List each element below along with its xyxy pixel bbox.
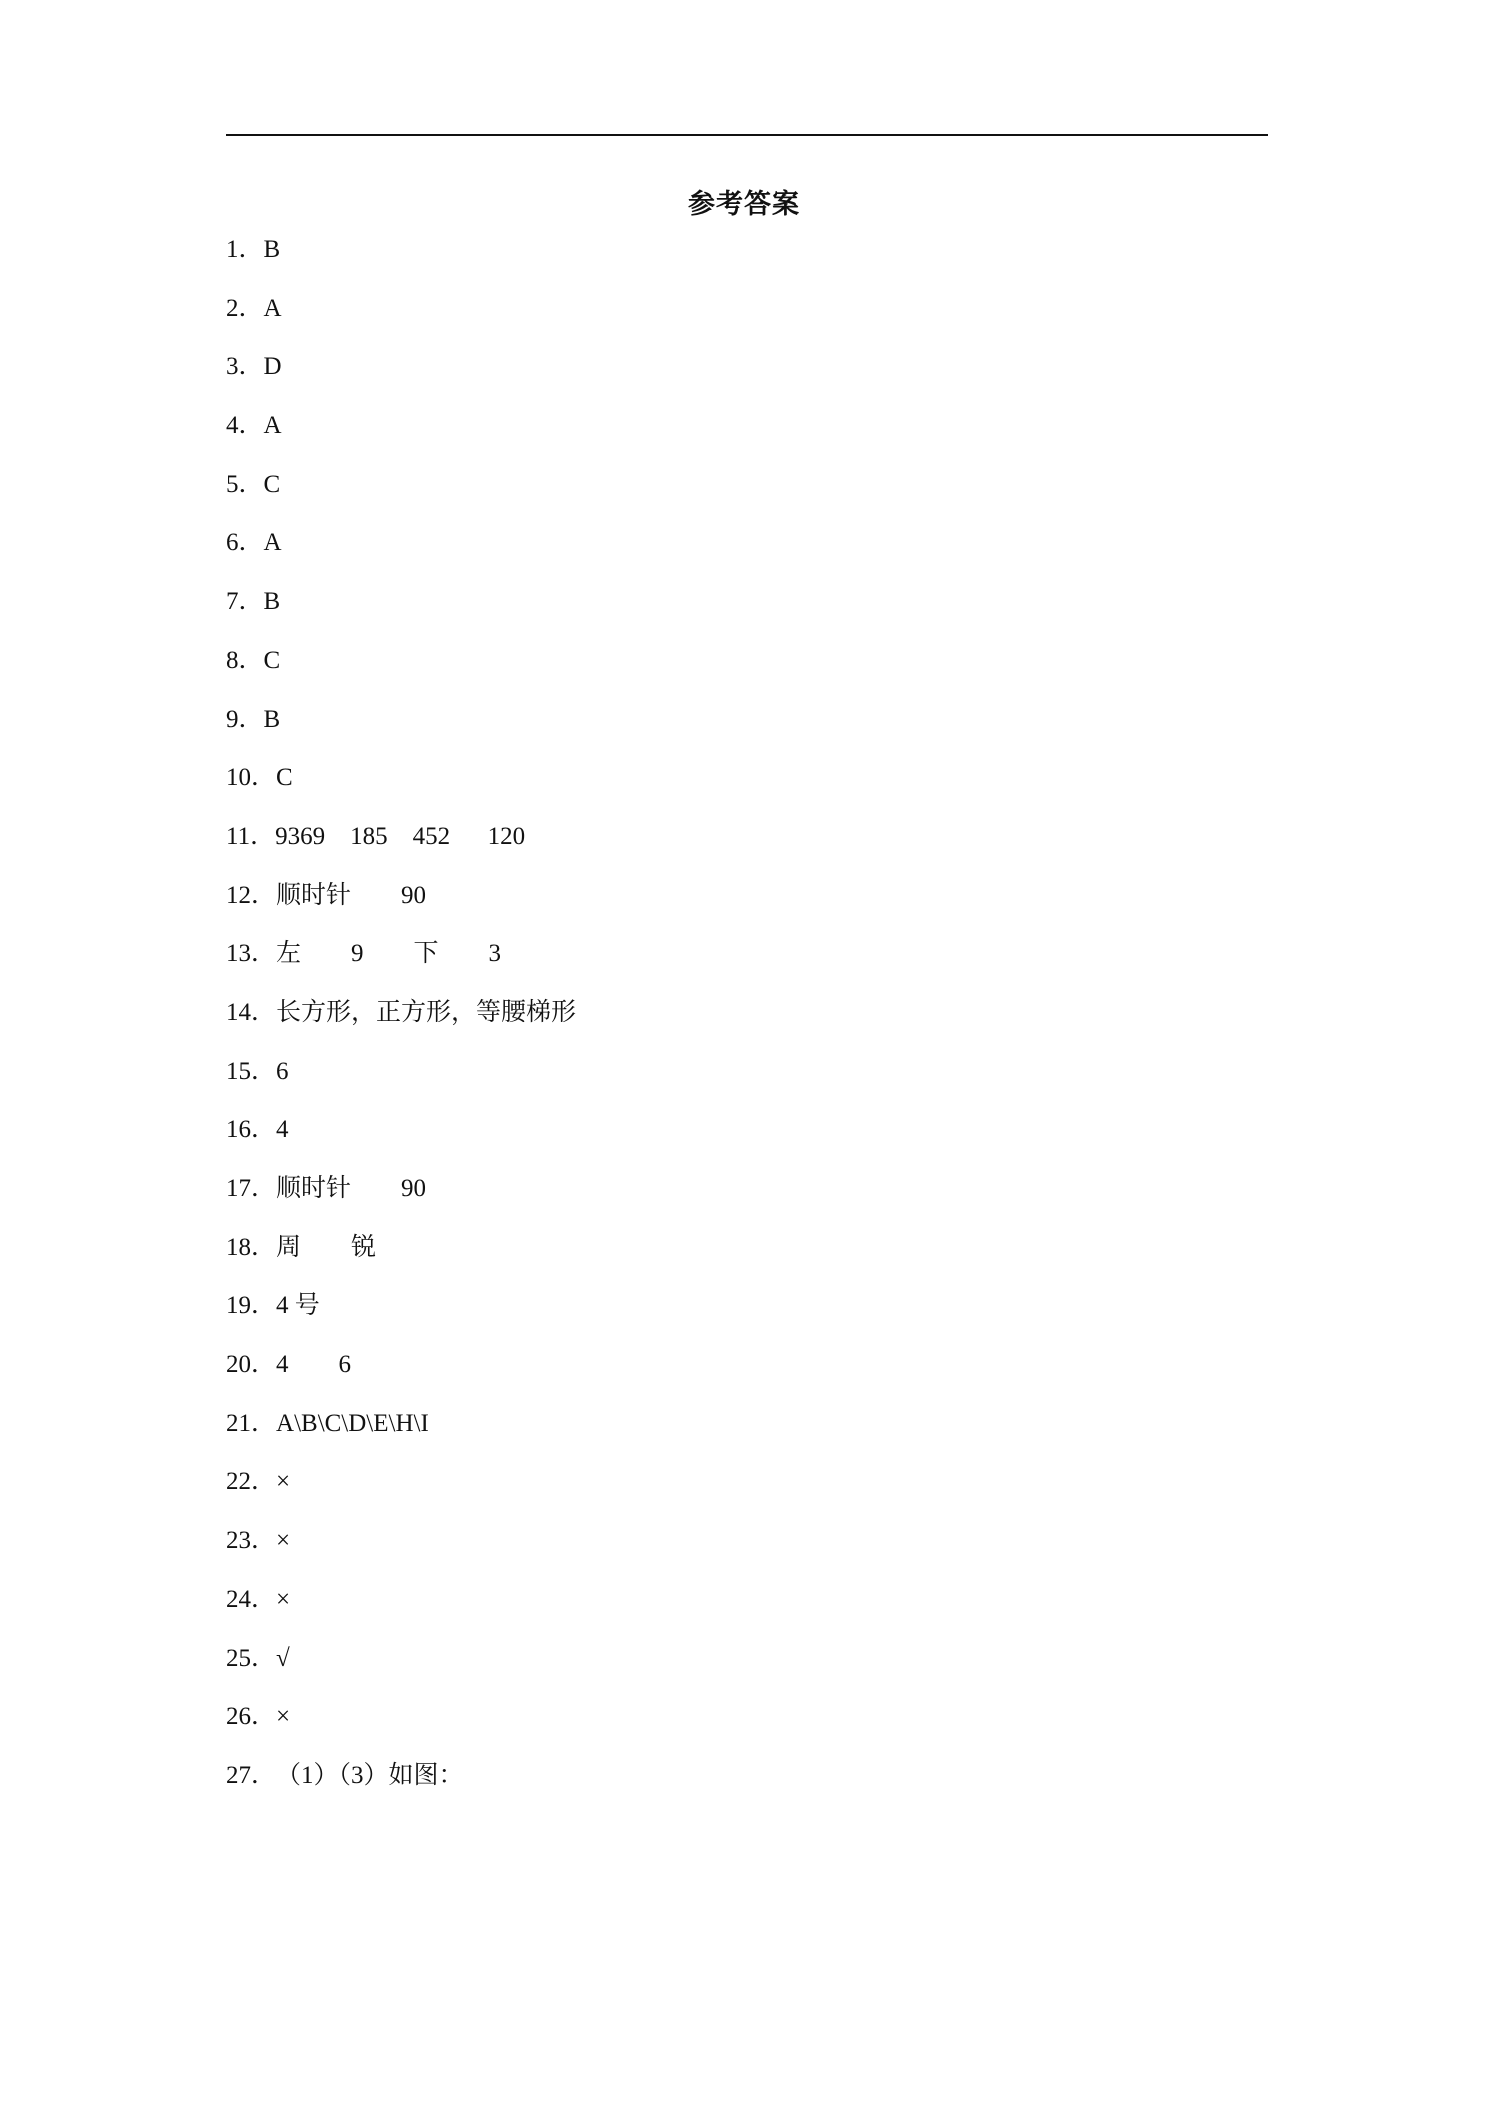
answer-item [226,881,1266,940]
answer-item [226,411,1266,470]
answer-item [226,1702,1266,1761]
answer-item [226,1291,1266,1350]
answer-text: × [276,1585,291,1613]
answer-item [226,705,1266,764]
answer-text: C [276,764,293,792]
answer-number: 4． [226,412,264,440]
answer-text: B [263,588,281,616]
answer-number: 1． [226,236,264,263]
answer-item [226,470,1266,529]
answer-number: 26． [226,1703,277,1731]
answer-text: × [276,1527,291,1555]
answer-number: 13． [226,940,277,968]
answer-item [226,1585,1266,1644]
answer-text: 4 [276,1116,289,1144]
answer-item [226,939,1266,998]
answer-number: 3． [226,353,264,381]
answer-item [226,1115,1266,1174]
page-title: 参考答案 [688,189,800,219]
answer-number: 12． [226,881,277,909]
answer-item [226,1174,1266,1233]
answer-item [226,1761,1266,1820]
answer-number: 22． [226,1468,277,1496]
answer-text: × [276,1703,291,1731]
answer-text: D [263,353,282,381]
answer-item [226,998,1266,1057]
answer-number: 9． [226,705,264,733]
answer-text: B [263,705,281,733]
answer-number: 19． [226,1292,277,1320]
answer-number: 23． [226,1527,277,1555]
answer-text: 周 锐 [276,1233,377,1261]
answer-item [226,822,1266,881]
answer-number: 11． [226,822,276,850]
answer-text: 4 6 [276,1351,352,1379]
answer-text: C [263,646,281,674]
header-rule [226,134,1268,136]
answer-number: 14． [226,998,277,1026]
answer-text: A [263,529,282,557]
answer-text: 长方形，正方形，等腰梯形 [276,998,577,1026]
answer-number: 17． [226,1175,277,1202]
answer-text: 4 号 [276,1292,320,1320]
answer-item [226,1057,1266,1116]
answer-number: 15． [226,1057,277,1085]
answer-item [226,528,1266,587]
answer-number: 21． [226,1409,277,1437]
answer-item [226,1233,1266,1292]
answer-number: 24． [226,1585,277,1613]
answer-item [226,1467,1266,1526]
answer-item [226,763,1266,822]
answer-text: A [263,412,282,440]
answer-item [226,1526,1266,1585]
answer-number: 27． [226,1761,277,1789]
answer-item [226,235,1266,294]
answer-text: 9369 185 452 120 [275,822,526,850]
answer-number: 18． [226,1233,277,1261]
answer-item [226,646,1266,705]
answer-number: 2． [226,294,264,322]
answer-text: 6 [276,1057,289,1085]
answer-text: A\B\C\D\E\H\I [276,1409,429,1437]
answer-text: B [263,236,281,263]
answer-text: 顺时针 90 [276,881,427,909]
answer-text: （1）（3）如图： [276,1761,464,1789]
answer-number: 25． [226,1644,277,1672]
answer-text: √ [276,1644,290,1672]
answer-number: 10． [226,764,277,792]
answer-number: 20． [226,1351,277,1379]
answer-text: A [263,294,282,322]
answer-item [226,1350,1266,1409]
answer-item [226,1644,1266,1703]
answer-text: 左 9 下 3 [276,940,502,968]
answer-item [226,1409,1266,1468]
answer-item [226,294,1266,353]
answer-item [226,587,1266,646]
answer-number: 8． [226,646,264,674]
answer-list [226,235,1266,1820]
answer-number: 5． [226,470,264,498]
answer-item [226,352,1266,411]
answer-text: C [263,470,281,498]
answer-number: 7． [226,588,264,616]
answer-text: 顺时针 90 [276,1175,427,1202]
answer-number: 16． [226,1116,277,1144]
answer-text: × [276,1468,291,1496]
answer-number: 6． [226,529,264,557]
